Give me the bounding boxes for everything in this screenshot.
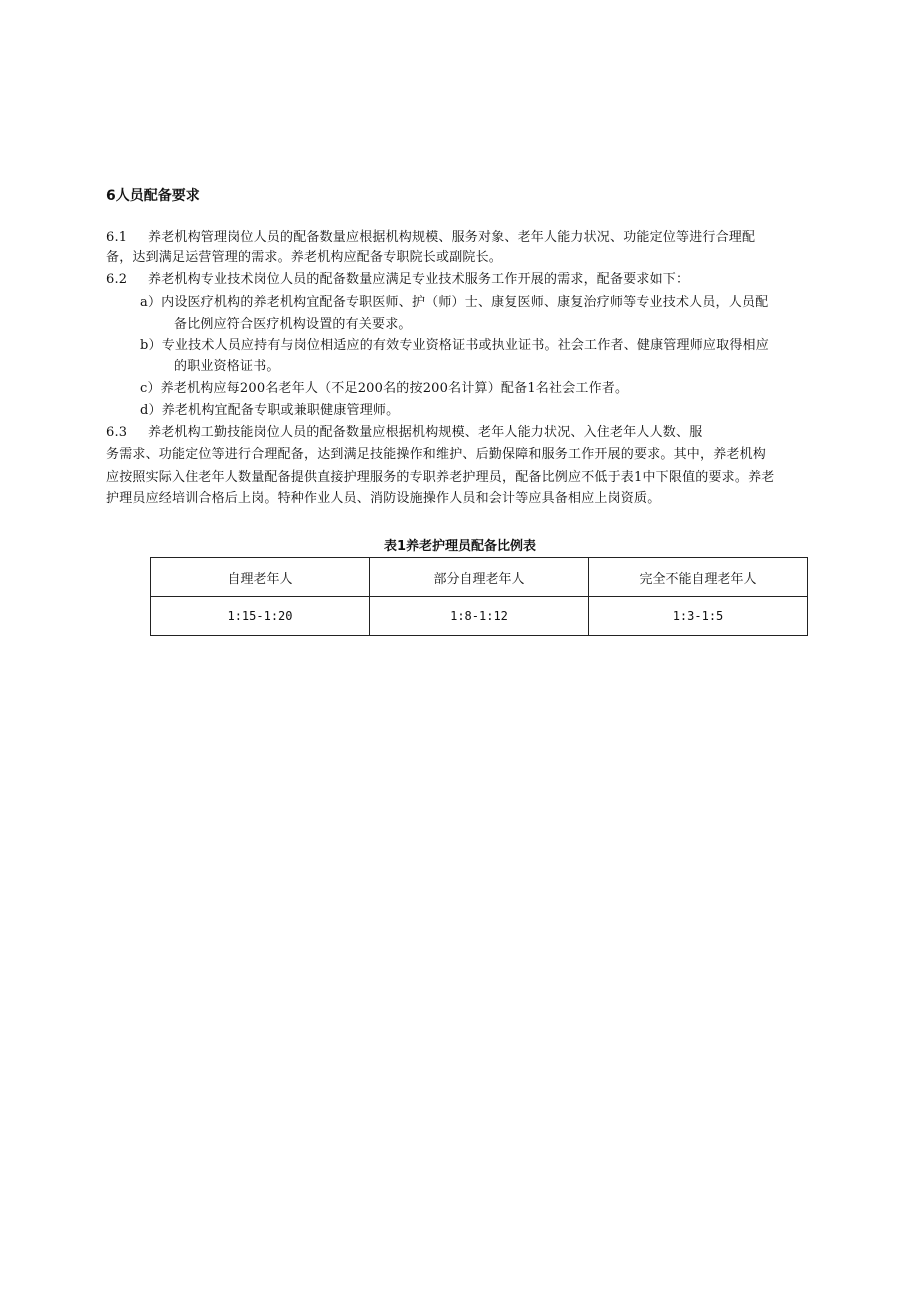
- header-cell-no-self-care: 完全不能自理老年人: [589, 558, 808, 597]
- table-row: [151, 597, 808, 636]
- clause-6-3-line-1: [106, 424, 702, 442]
- clause-6-1-line-2: 备，达到满足运营管理的需求。养老机构应配备专职院长或副院长。: [106, 250, 503, 265]
- value-cell-self-care: 1:15-1:20: [151, 597, 370, 636]
- header-cell-partial-self-care: 部分自理老年人: [370, 558, 589, 597]
- item-c-line: c）养老机构应每200名老年人（不足200名的按200名计算）配备1名社会工作者。: [140, 381, 629, 396]
- header-cell-self-care: 自理老年人: [151, 558, 370, 597]
- value-cell-no-self-care: 1:3-1:5: [589, 597, 808, 636]
- clause-6-2-line-1: [106, 271, 689, 289]
- clause-text: 养老机构管理岗位人员的配备数量应根据机构规模、服务对象、老年人能力状况、功能定位等进行合理配: [148, 230, 756, 245]
- section-heading: 6人员配备要求: [106, 188, 200, 204]
- clause-number: 6.1: [106, 230, 128, 245]
- value-cell-partial-self-care: 1:8-1:12: [370, 597, 589, 636]
- clause-6-1-line-1: [106, 229, 755, 247]
- item-d-line: d）养老机构宜配备专职或兼职健康管理师。: [140, 403, 400, 418]
- caregiver-ratio-table: [150, 557, 808, 636]
- table-header-row: [151, 558, 808, 597]
- clause-6-3-line-3: 应按照实际入住老年人数量配备提供直接护理服务的专职养老护理员，配备比例应不低于表1中下限值的要求。养老: [106, 470, 775, 485]
- table-caption: 表1养老护理员配备比例表: [383, 539, 537, 554]
- item-a-line-2: 备比例应符合医疗机构设置的有关要求。: [174, 317, 412, 332]
- clause-number: 6.3: [106, 425, 128, 440]
- clause-text: 养老机构工勤技能岗位人员的配备数量应根据机构规模、老年人能力状况、入住老年人人数、服: [148, 425, 703, 440]
- item-b-line-1: b）专业技术人员应持有与岗位相适应的有效专业资格证书或执业证书。社会工作者、健康管理师应取得相应: [140, 338, 769, 353]
- clause-number: 6.2: [106, 272, 128, 287]
- item-b-line-2: 的职业资格证书。: [174, 359, 280, 374]
- clause-6-3-line-4: 护理员应经培训合格后上岗。特种作业人员、消防设施操作人员和会计等应具备相应上岗资质。: [106, 491, 661, 506]
- clause-6-3-line-2: 务需求、功能定位等进行合理配备，达到满足技能操作和维护、后勤保障和服务工作开展的要求。其中，养老机构: [106, 447, 767, 462]
- item-a-line-1: a）内设医疗机构的养老机构宜配备专职医师、护（师）士、康复医师、康复治疗师等专业技术人员，人员配: [140, 295, 769, 310]
- clause-text: 养老机构专业技术岗位人员的配备数量应满足专业技术服务工作开展的需求，配备要求如下：: [148, 272, 690, 287]
